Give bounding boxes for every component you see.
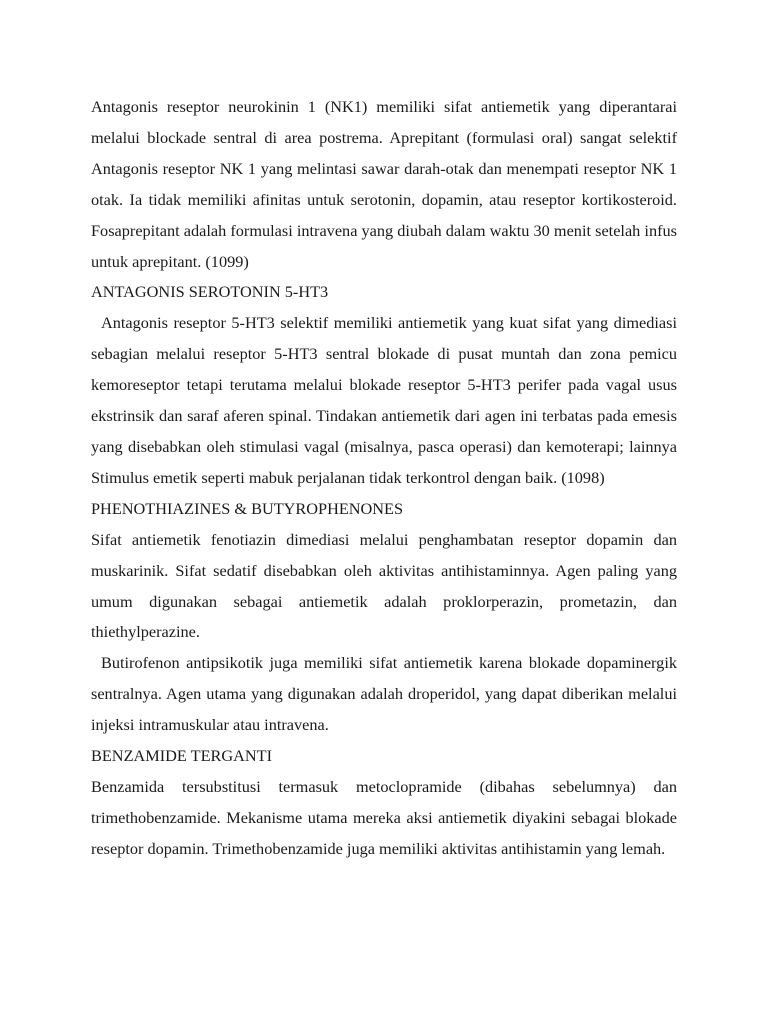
- heading-phenothiazines-butyrophenones: PHENOTHIAZINES & BUTYROPHENONES: [91, 498, 404, 518]
- heading-substituted-benzamides: BENZAMIDE TERGANTI: [91, 746, 273, 766]
- paragraph-benzamides: Benzamida tersubstitusi termasuk metoclopramide (dibahas sebelumnya) dan trimethobenzamide. Mekanisme utama mereka aksi antiemetik diyakini sebagai blokade reseptor dopamin. Trimethobenzamide juga memiliki aktivitas antihistamin yang lemah.: [91, 776, 677, 858]
- paragraph-phenothiazines: Sifat antiemetik fenotiazin dimediasi melalui penghambatan reseptor dopamin dan muskarinik. Sifat sedatif disebabkan oleh aktivitas antihistaminnya. Agen paling yang umum digunakan sebagai antiemetik adalah proklorperazin, prometazin, dan thiethylperazine.: [91, 529, 677, 642]
- heading-serotonin-antagonists: ANTAGONIS SEROTONIN 5-HT3: [91, 282, 329, 302]
- document-page: [91, 92, 677, 865]
- paragraph-butyrophenones: Butirofenon antipsikotik juga memiliki sifat antiemetik karena blokade dopaminergik sentralnya. Agen utama yang digunakan adalah droperidol, yang dapat diberikan melalui injeksi intramuskular atau intravena.: [91, 653, 677, 735]
- paragraph-nk1-antagonists: Antagonis reseptor neurokinin 1 (NK1) memiliki sifat antiemetik yang diperantarai melalui blockade sentral di area postrema. Aprepitant (formulasi oral) sangat selektif Antagonis reseptor NK 1 yang melintasi sawar darah-otak dan menempati reseptor NK 1 otak. Ia tidak memiliki afinitas untuk serotonin, dopamin, atau reseptor kortikosteroid. Fosaprepitant adalah formulasi intravena yang diubah dalam waktu 30 menit setelah infus untuk aprepitant. (1099): [91, 97, 677, 271]
- paragraph-5ht3-antagonists: Antagonis reseptor 5-HT3 selektif memiliki antiemetik yang kuat sifat yang dimediasi sebagian melalui reseptor 5-HT3 sentral blokade di pusat muntah dan zona pemicu kemoreseptor tetapi terutama melalui blokade reseptor 5-HT3 perifer pada vagal usus ekstrinsik dan saraf aferen spinal. Tindakan antiemetik dari agen ini terbatas pada emesis yang disebabkan oleh stimulasi vagal (misalnya, pasca operasi) dan kemoterapi; lainnya Stimulus emetik seperti mabuk perjalanan tidak terkontrol dengan baik. (1098): [91, 313, 677, 487]
